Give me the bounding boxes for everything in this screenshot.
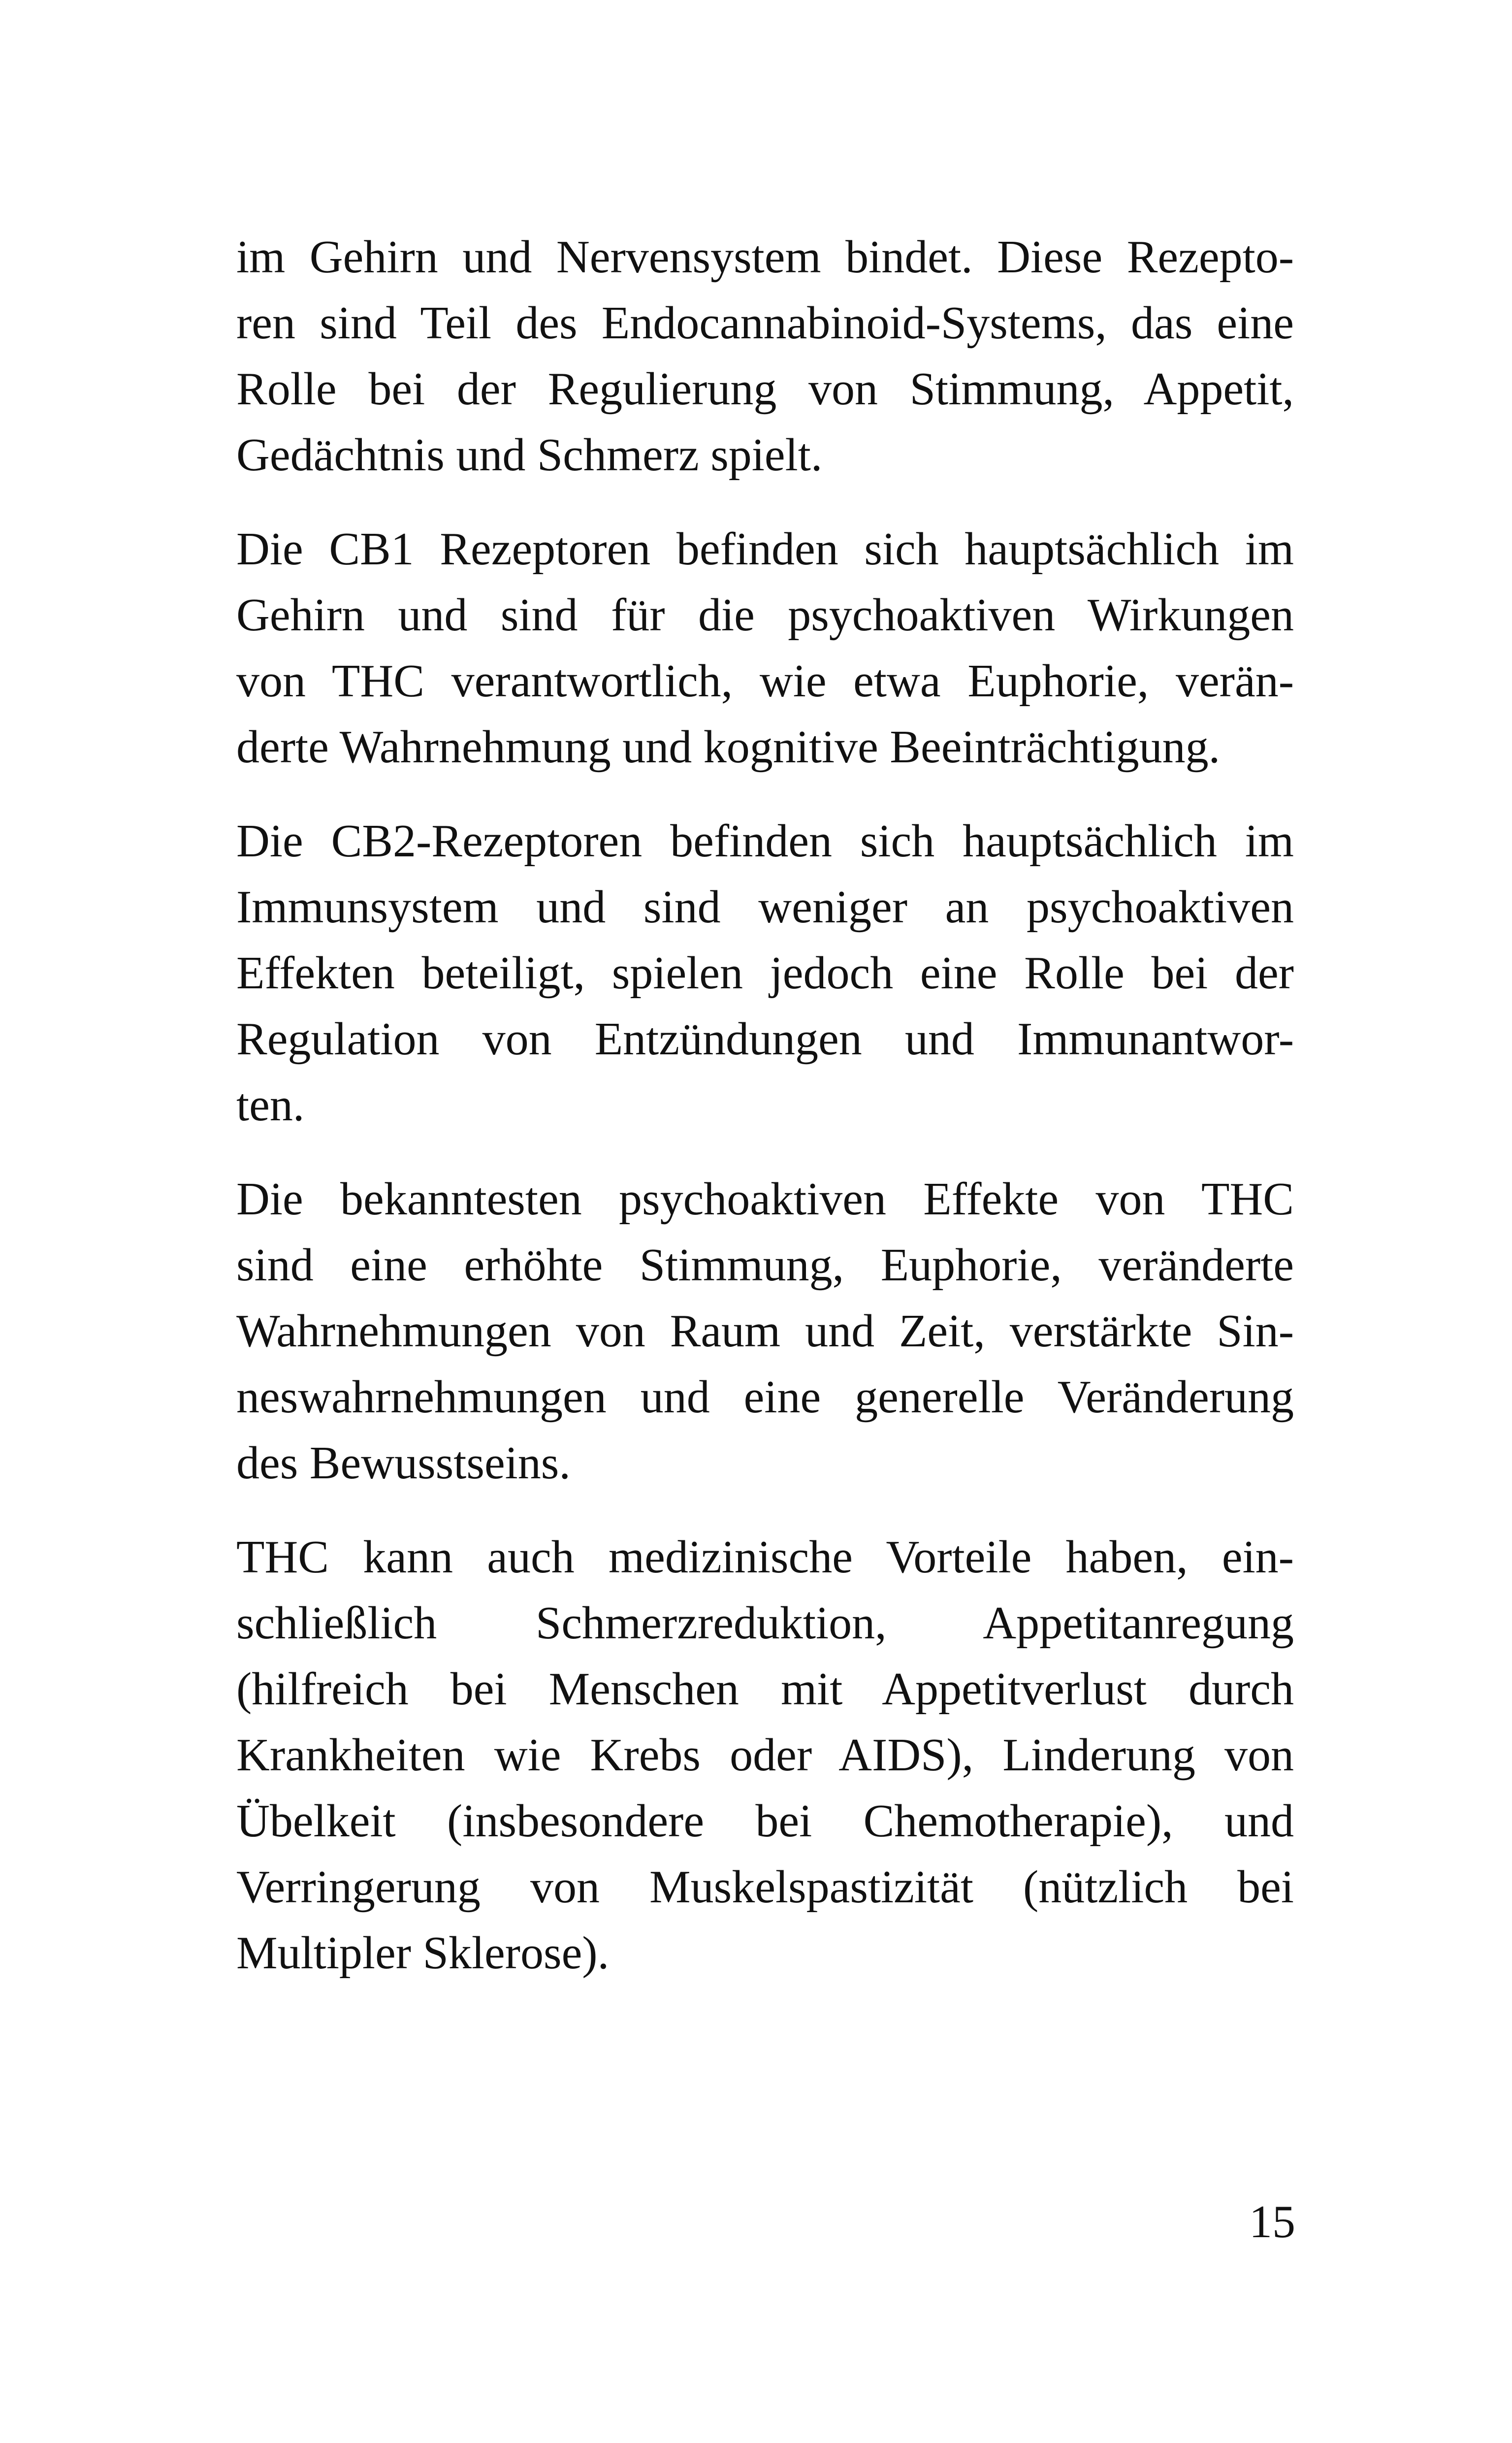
- text-line: schließlich Schmerzreduktion, Appetitanregung: [236, 1597, 1294, 1649]
- text-line: THC kann auch medizinische Vorteile haben, ein-: [236, 1531, 1294, 1583]
- paragraph-1: [236, 224, 1294, 488]
- text-line: sind eine erhöhte Stimmung, Euphorie, veränderte: [236, 1239, 1294, 1291]
- text-line: Die bekanntesten psychoaktiven Effekte von THC: [236, 1173, 1294, 1225]
- text-line: Krankheiten wie Krebs oder AIDS), Linderung von: [236, 1729, 1294, 1781]
- text-line: Regulation von Entzündungen und Immunantwor-: [236, 1013, 1294, 1065]
- text-line: Die CB2-Rezeptoren befinden sich hauptsächlich im: [236, 815, 1294, 867]
- text-line: Rolle bei der Regulierung von Stimmung, Appetit,: [236, 363, 1294, 415]
- text-line: derte Wahrnehmung und kognitive Beeinträchtigung.: [236, 721, 1221, 773]
- text-line: Effekten beteiligt, spielen jedoch eine Rolle bei der: [236, 947, 1294, 999]
- text-line: von THC verantwortlich, wie etwa Euphorie, verän-: [236, 655, 1294, 707]
- text-line: des Bewusstseins.: [236, 1437, 571, 1489]
- text-line: neswahrnehmungen und eine generelle Veränderung: [236, 1371, 1294, 1423]
- text-line: Multipler Sklerose).: [236, 1927, 610, 1979]
- text-line: Verringerung von Muskelspastizität (nützlich bei: [236, 1861, 1294, 1913]
- text-line: Übelkeit (insbesondere bei Chemotherapie), und: [236, 1795, 1294, 1847]
- paragraph-4: [236, 1166, 1294, 1496]
- paragraph-2: [236, 516, 1294, 780]
- text-line: ren sind Teil des Endocannabinoid-Systems, das eine: [236, 297, 1294, 349]
- paragraph-3: [236, 808, 1294, 1138]
- text-line: Gehirn und sind für die psychoaktiven Wirkungen: [236, 589, 1294, 641]
- text-line: Gedächtnis und Schmerz spielt.: [236, 429, 823, 481]
- text-line: Die CB1 Rezeptoren befinden sich hauptsächlich im: [236, 523, 1294, 575]
- text-line: Immunsystem und sind weniger an psychoaktiven: [236, 881, 1294, 933]
- text-line: (hilfreich bei Menschen mit Appetitverlust durch: [236, 1663, 1294, 1715]
- text-line: ten.: [236, 1079, 305, 1131]
- text-line: Wahrnehmungen von Raum und Zeit, verstärkte Sin-: [236, 1305, 1294, 1357]
- paragraph-5: [236, 1524, 1294, 1986]
- body-text: [236, 224, 1294, 2014]
- text-line: im Gehirn und Nervensystem bindet. Diese Rezepto-: [236, 231, 1294, 283]
- page-number: 15: [1249, 2196, 1295, 2248]
